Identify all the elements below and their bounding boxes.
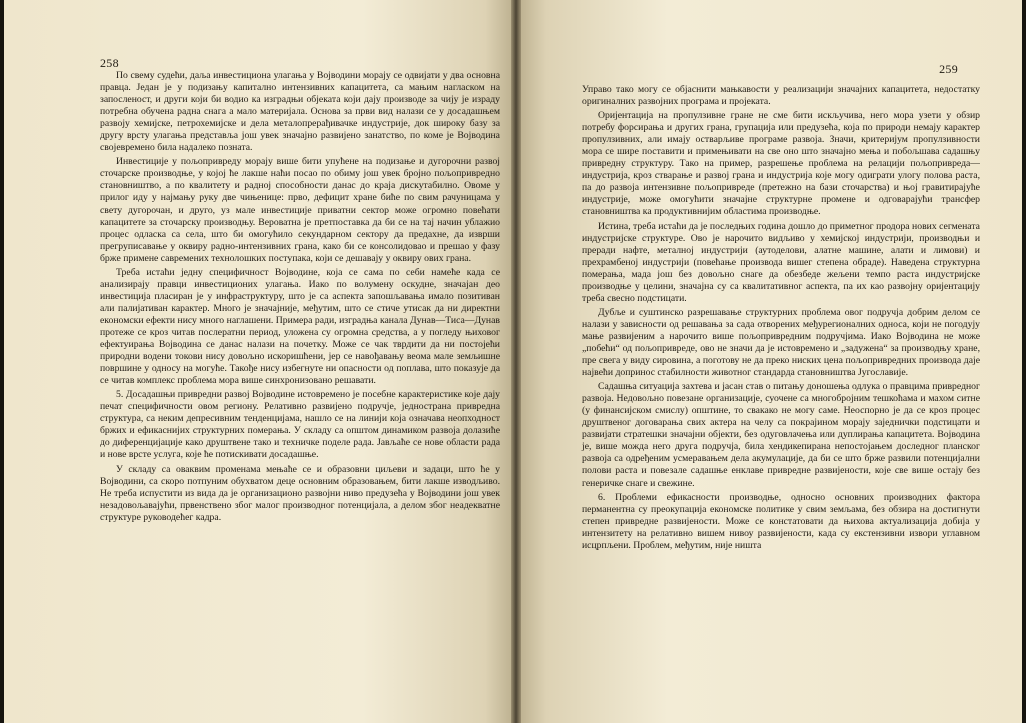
paragraph: Инвестиције у пољопривреду морају више бити упућене на подизање и дугорочни развој сточарске производње, у којој ће лакше наћи посао по обиму још увек бројно пољопривредно становништво, а по квалитету и радној способности данас до краја дискутабилно. Овоме у прилог иду у најмању руку две чињенице: прво, дефицит хране биће по свим рачуницама у свету дугорочан, и друго, уз мале инвестиције приватни сектор може огромно повећати капацитете за сточарску производњу. Вероватна је претпоставка да би се на тај начин ублажио процес одласка са села, што би омогућило секундарном сектору да предахне, да изврши прегруписавање у оквиру радно-интензивних грана, како би се консолидовао и прешао у фазу бржe примене савремених технолошких поступака, који се дешавају у оквиру ових грана. bbox=[100, 156, 500, 264]
right-page bbox=[516, 0, 1022, 723]
left-page-text bbox=[60, 70, 500, 524]
paragraph: Садашња ситуација захтева и јасан став о питању доношења одлука о правцима привредног развоја. Недовољно повезане организације, суочене са многобројним тешкоћама и махом ситне (у финансијском смислу) општине, то свакако не могу саме. Неоспорно је да се кроз процес друштвеног договарања свих актера на челу са покрајином морају заједнички подстицати и развијати стратешки значајни објекти, без одуговлачења или дуплирања капацитета. Војводина је, више можда него друга подручја, била хендикепирана непостојањем доследног планског развоја са одређеним усмеравањем дела акумулације, да би се што брже развили потенцијални полови раста и повезале садашње енклаве привредне развијености, које све више остају без генеричке снаге и свежине. bbox=[582, 381, 980, 489]
paragraph: 6. Проблеми ефикасности производње, односно основних производних фактора перманентна су преокупација економске политике у свим земљама, без обзира на достигнути степен привредне развијености. Може се констатовати да њихова актуализација добија у интензитету на релативно вишем нивоу развијености, када су екстензивни извори углавном исцрпљени. Проблем, међутим, није ништа bbox=[582, 491, 980, 551]
left-page bbox=[4, 0, 516, 723]
page-number-left: 258 bbox=[100, 56, 119, 70]
paragraph: Дубље и суштинско разрешавање структурних проблема овог подручја добрим делом се налази у зависности од решавања за сада отворених међурегионалних односа, који не погодују мање развијеним а нарочито више пољопривредним подручјима. Иако Војводина не може „побећи“ од пољопривреде, ово не значи да је истовремено и „задужена“ за производњу хране, пре свега у виду сировина, а поготову не да преко ниских цена пољопривредних производа даје највећи допринос стабилности животног стандарда становништва Југославије. bbox=[582, 306, 980, 379]
paragraph: У складу са оваквим променама мењаће се и образовни циљеви и задаци, што ће у Војводини, са скоро потпуним обухватом деце основним образовањем, бити лакше изводљиво. Не треба испустити из вида да је организационо развојни ниво предузећа у Војводини још увек незадовољавајући, првенствено због малог производног потенцијала, а делом због неадекватне структуре руководећег кадра. bbox=[100, 463, 500, 523]
book-spread bbox=[4, 0, 1022, 723]
page-number-right: 259 bbox=[939, 62, 958, 76]
paragraph: Управо тако могу се објаснити мањкавости у реализацији значајних капацитета, недостатку оригиналних развојних програма и пројеката. bbox=[582, 84, 980, 108]
right-page-text bbox=[554, 84, 980, 552]
paragraph: По свему судећи, даља инвестициона улагања у Војводини морају се одвијати у два основна правца. Један је у подизању капитално интензивних капацитета, са мањим нагласком на запосленост, и други који би водио ка изградњи објеката који дају производе за чију је израду потребна обучена радна снага а мало материјала. Основа за први вид налази се у досадашњем развоју хемијске, петрохемијске и дела металопрерађивачке индустрије, док широку базу за другу врсту улагања представља још увек значајно развијено занатство, по коме је Војводина својевремено била надалеко позната. bbox=[100, 70, 500, 154]
book-gutter bbox=[511, 0, 521, 723]
paragraph: Треба истаћи једну специфичност Војводине, која се сама по себи намеће када се анализирају правци инвестиционих улагања. Иако по волумену оскудне, значајан део инвестиција пласиран је у инфраструктуру, што је са аспекта запошљавања имало позитиван али палијативан карактер. Много је значајније, међутим, што се стиче утисак да ни директни економски ефекти нису много наглашени. Примера ради, изградња канала Дунав—Тиса—Дунав протеже се кроз читав послератни период, уложена су огромна средства, а у погледу њиховог ефектуирања Војводина се данас налази на почетку. Може се чак тврдити да ни постојећи природни водени токови нису довољно искоришћени, јер се навођавању веома мале земљишне површине у односу на могуће. Такође нису избегнуте ни опасности од поплава, што показује да се читав комплекс проблема мора више синхронизовано решавати. bbox=[100, 266, 500, 387]
paragraph: Истина, треба истаћи да је последњих година дошло до приметног продора нових сегмената индустријске структуре. Ово је нарочито видљиво у хемијској индустрији, производњи и преради нафте, металној индустрији (аутоделови, алатне машине, алати и лимови) и прехрамбеној индустрији (повећање производа вишег степена обраде). Наведена структурна померања, мада још без довољно снаге да обезбеде жељени темпо раста индустријске производње у целини, значајна су са квалитативног аспекта, па их као развојну оријентацију треба свесно подстицати. bbox=[582, 220, 980, 304]
paragraph: Оријентација на пропулзивне гране не сме бити искључива, него мора узети у обзир потребу форсирања и других грана, групација или предузећа, која по природи немају карактер пропулзивних, али имају остварљиве програме развоја. Значи, критеријум пропулзивности мора се шире поставити и примењивати на све оно што значајно мења и побољшава садашњу привредну структуру. Тако на пример, разрешење проблема на релацији пољопривреда—индустрија, кроз стварање и развој грана и индустрија које могу одиграти улогу полова раста, па до развоја интензивне пољопривреде (претежно на бази сточарства) и њој гравитирајуће индустрије, може омогућити значајне структурне промене и одговарајући трансфер становништва ка продуктивнијим областима производње. bbox=[582, 110, 980, 218]
paragraph: 5. Досадашњи привредни развој Војводине истовремено је посебне карактеристике које дају печат специфичности овом региону. Релативно развијено подручје, једнострана привредна структура, са неким депресивним тенденцијама, нашло се на линији која означава неопходност бржих и ефикаснијих структурних померања. У складу са општом динамиком развоја долазиће до диференцијације како друштвене тако и техничке поделе рада. Јављаће се нове области рада и нове врсте услуга, које ће потискивати досадашње. bbox=[100, 389, 500, 461]
